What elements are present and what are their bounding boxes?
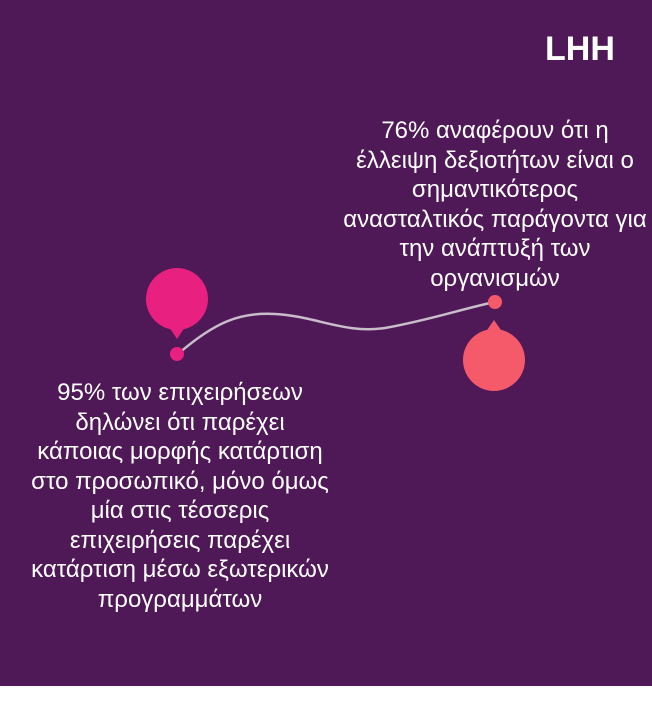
stat-right-text: 76% αναφέρουν ότι η έλλειψη δεξιοτήτων είναι ο σημαντικότερος ανασταλτικός παράγοντα για την ανάπτυξή των οργανισμών bbox=[343, 117, 647, 292]
pin-magenta-icon bbox=[146, 268, 208, 361]
connector-curve bbox=[178, 302, 495, 354]
pin-coral-icon bbox=[463, 295, 525, 391]
stat-left-text: 95% των επιχειρήσεων δηλώνει ότι παρέχει κάποιας μορφής κατάρτιση στο προσωπικό, μόνο όμως μία στις τέσσερις επιχειρήσεις παρέχει κατάρτιση μέσω εξωτερικών προγραμμάτων bbox=[31, 379, 329, 613]
lhh-logo: LHH bbox=[545, 30, 615, 68]
